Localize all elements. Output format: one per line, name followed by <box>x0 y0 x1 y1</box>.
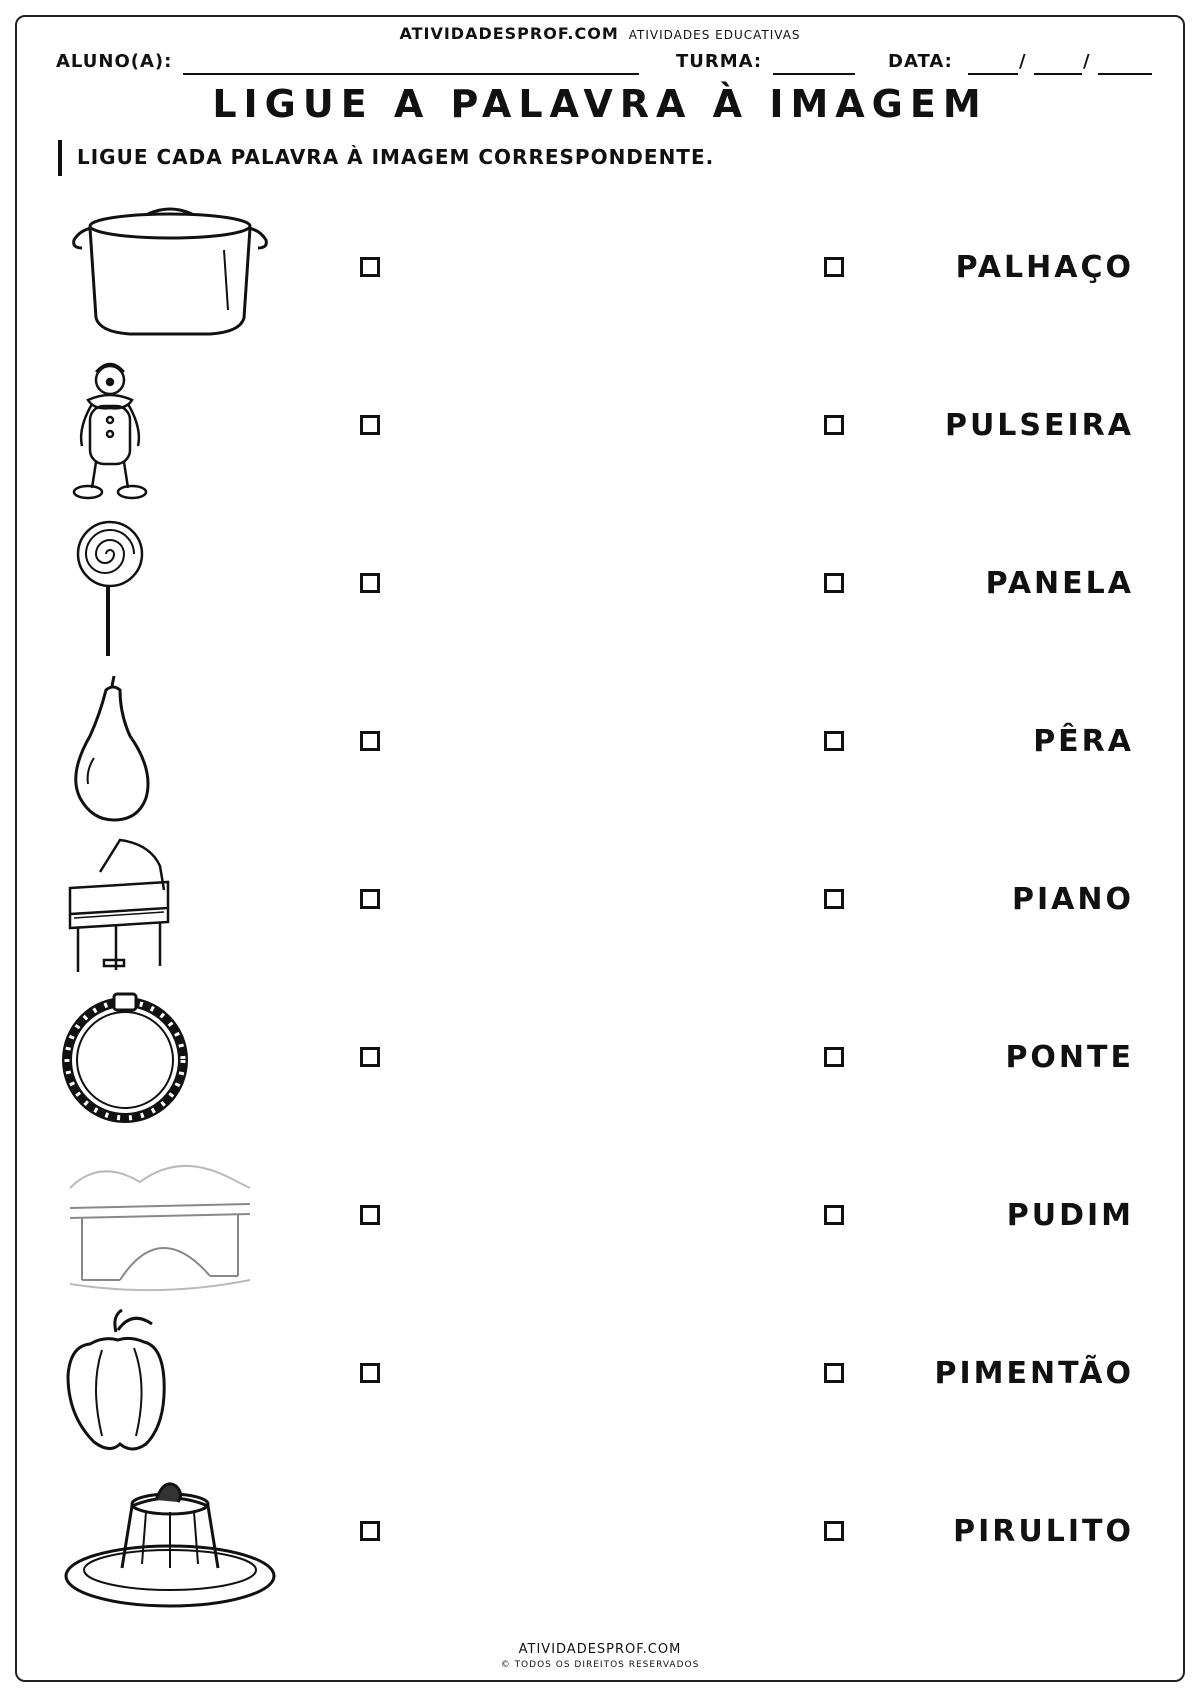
left-checkbox[interactable] <box>360 573 380 593</box>
piano-icon <box>60 832 280 982</box>
data-label: DATA: <box>888 51 953 72</box>
match-word: PIANO <box>1012 882 1134 917</box>
right-checkbox[interactable] <box>824 1047 844 1067</box>
match-row <box>0 832 1200 990</box>
page-title: LIGUE A PALAVRA À IMAGEM <box>212 82 988 126</box>
left-checkbox[interactable] <box>360 1205 380 1225</box>
match-word: PALHAÇO <box>955 250 1134 285</box>
left-checkbox[interactable] <box>360 1521 380 1541</box>
site-header <box>0 24 1200 43</box>
match-word: PIMENTÃO <box>934 1356 1134 1391</box>
match-row <box>0 1148 1200 1306</box>
bridge-icon <box>60 1148 280 1298</box>
match-word: PONTE <box>1005 1040 1134 1075</box>
right-checkbox[interactable] <box>824 573 844 593</box>
right-checkbox[interactable] <box>824 731 844 751</box>
match-row <box>0 674 1200 832</box>
date-year-line[interactable] <box>1098 73 1152 75</box>
right-checkbox[interactable] <box>824 257 844 277</box>
left-checkbox[interactable] <box>360 731 380 751</box>
right-checkbox[interactable] <box>824 1363 844 1383</box>
match-row <box>0 358 1200 516</box>
turma-label: TURMA: <box>676 51 763 72</box>
instruction-marker <box>58 140 62 176</box>
match-row <box>0 990 1200 1148</box>
left-checkbox[interactable] <box>360 889 380 909</box>
clown-icon <box>60 358 280 508</box>
match-row <box>0 516 1200 674</box>
match-word: PANELA <box>985 566 1134 601</box>
match-word: PIRULITO <box>953 1514 1134 1549</box>
left-checkbox[interactable] <box>360 1363 380 1383</box>
pudding-icon <box>60 1464 280 1614</box>
match-word: PULSEIRA <box>944 408 1134 443</box>
right-checkbox[interactable] <box>824 1521 844 1541</box>
right-checkbox[interactable] <box>824 889 844 909</box>
left-checkbox[interactable] <box>360 257 380 277</box>
left-checkbox[interactable] <box>360 415 380 435</box>
match-row <box>0 1464 1200 1622</box>
pot-icon <box>60 200 280 350</box>
right-checkbox[interactable] <box>824 1205 844 1225</box>
instruction-text: LIGUE CADA PALAVRA À IMAGEM CORRESPONDENTE. <box>77 145 715 169</box>
footer-rights: © TODOS OS DIREITOS RESERVADOS <box>500 1660 700 1670</box>
match-row <box>0 200 1200 358</box>
page-footer <box>0 1642 1200 1670</box>
match-word: PUDIM <box>1006 1198 1134 1233</box>
date-day-line[interactable] <box>968 73 1018 75</box>
aluno-input-line[interactable] <box>183 73 639 75</box>
site-tagline: ATIVIDADES EDUCATIVAS <box>628 28 801 42</box>
date-slash-2: / <box>1083 51 1091 72</box>
footer-site: ATIVIDADESPROF.COM <box>518 1642 682 1657</box>
lollipop-icon <box>60 516 280 666</box>
turma-input-line[interactable] <box>773 73 855 75</box>
pear-icon <box>60 674 280 824</box>
bell-pepper-icon <box>60 1306 280 1456</box>
left-checkbox[interactable] <box>360 1047 380 1067</box>
aluno-label: ALUNO(A): <box>56 51 173 72</box>
site-name: ATIVIDADESPROF.COM <box>399 24 619 43</box>
date-slash-1: / <box>1019 51 1027 72</box>
bracelet-icon <box>60 990 280 1140</box>
date-month-line[interactable] <box>1034 73 1082 75</box>
right-checkbox[interactable] <box>824 415 844 435</box>
match-row <box>0 1306 1200 1464</box>
match-word: PÊRA <box>1033 724 1134 759</box>
